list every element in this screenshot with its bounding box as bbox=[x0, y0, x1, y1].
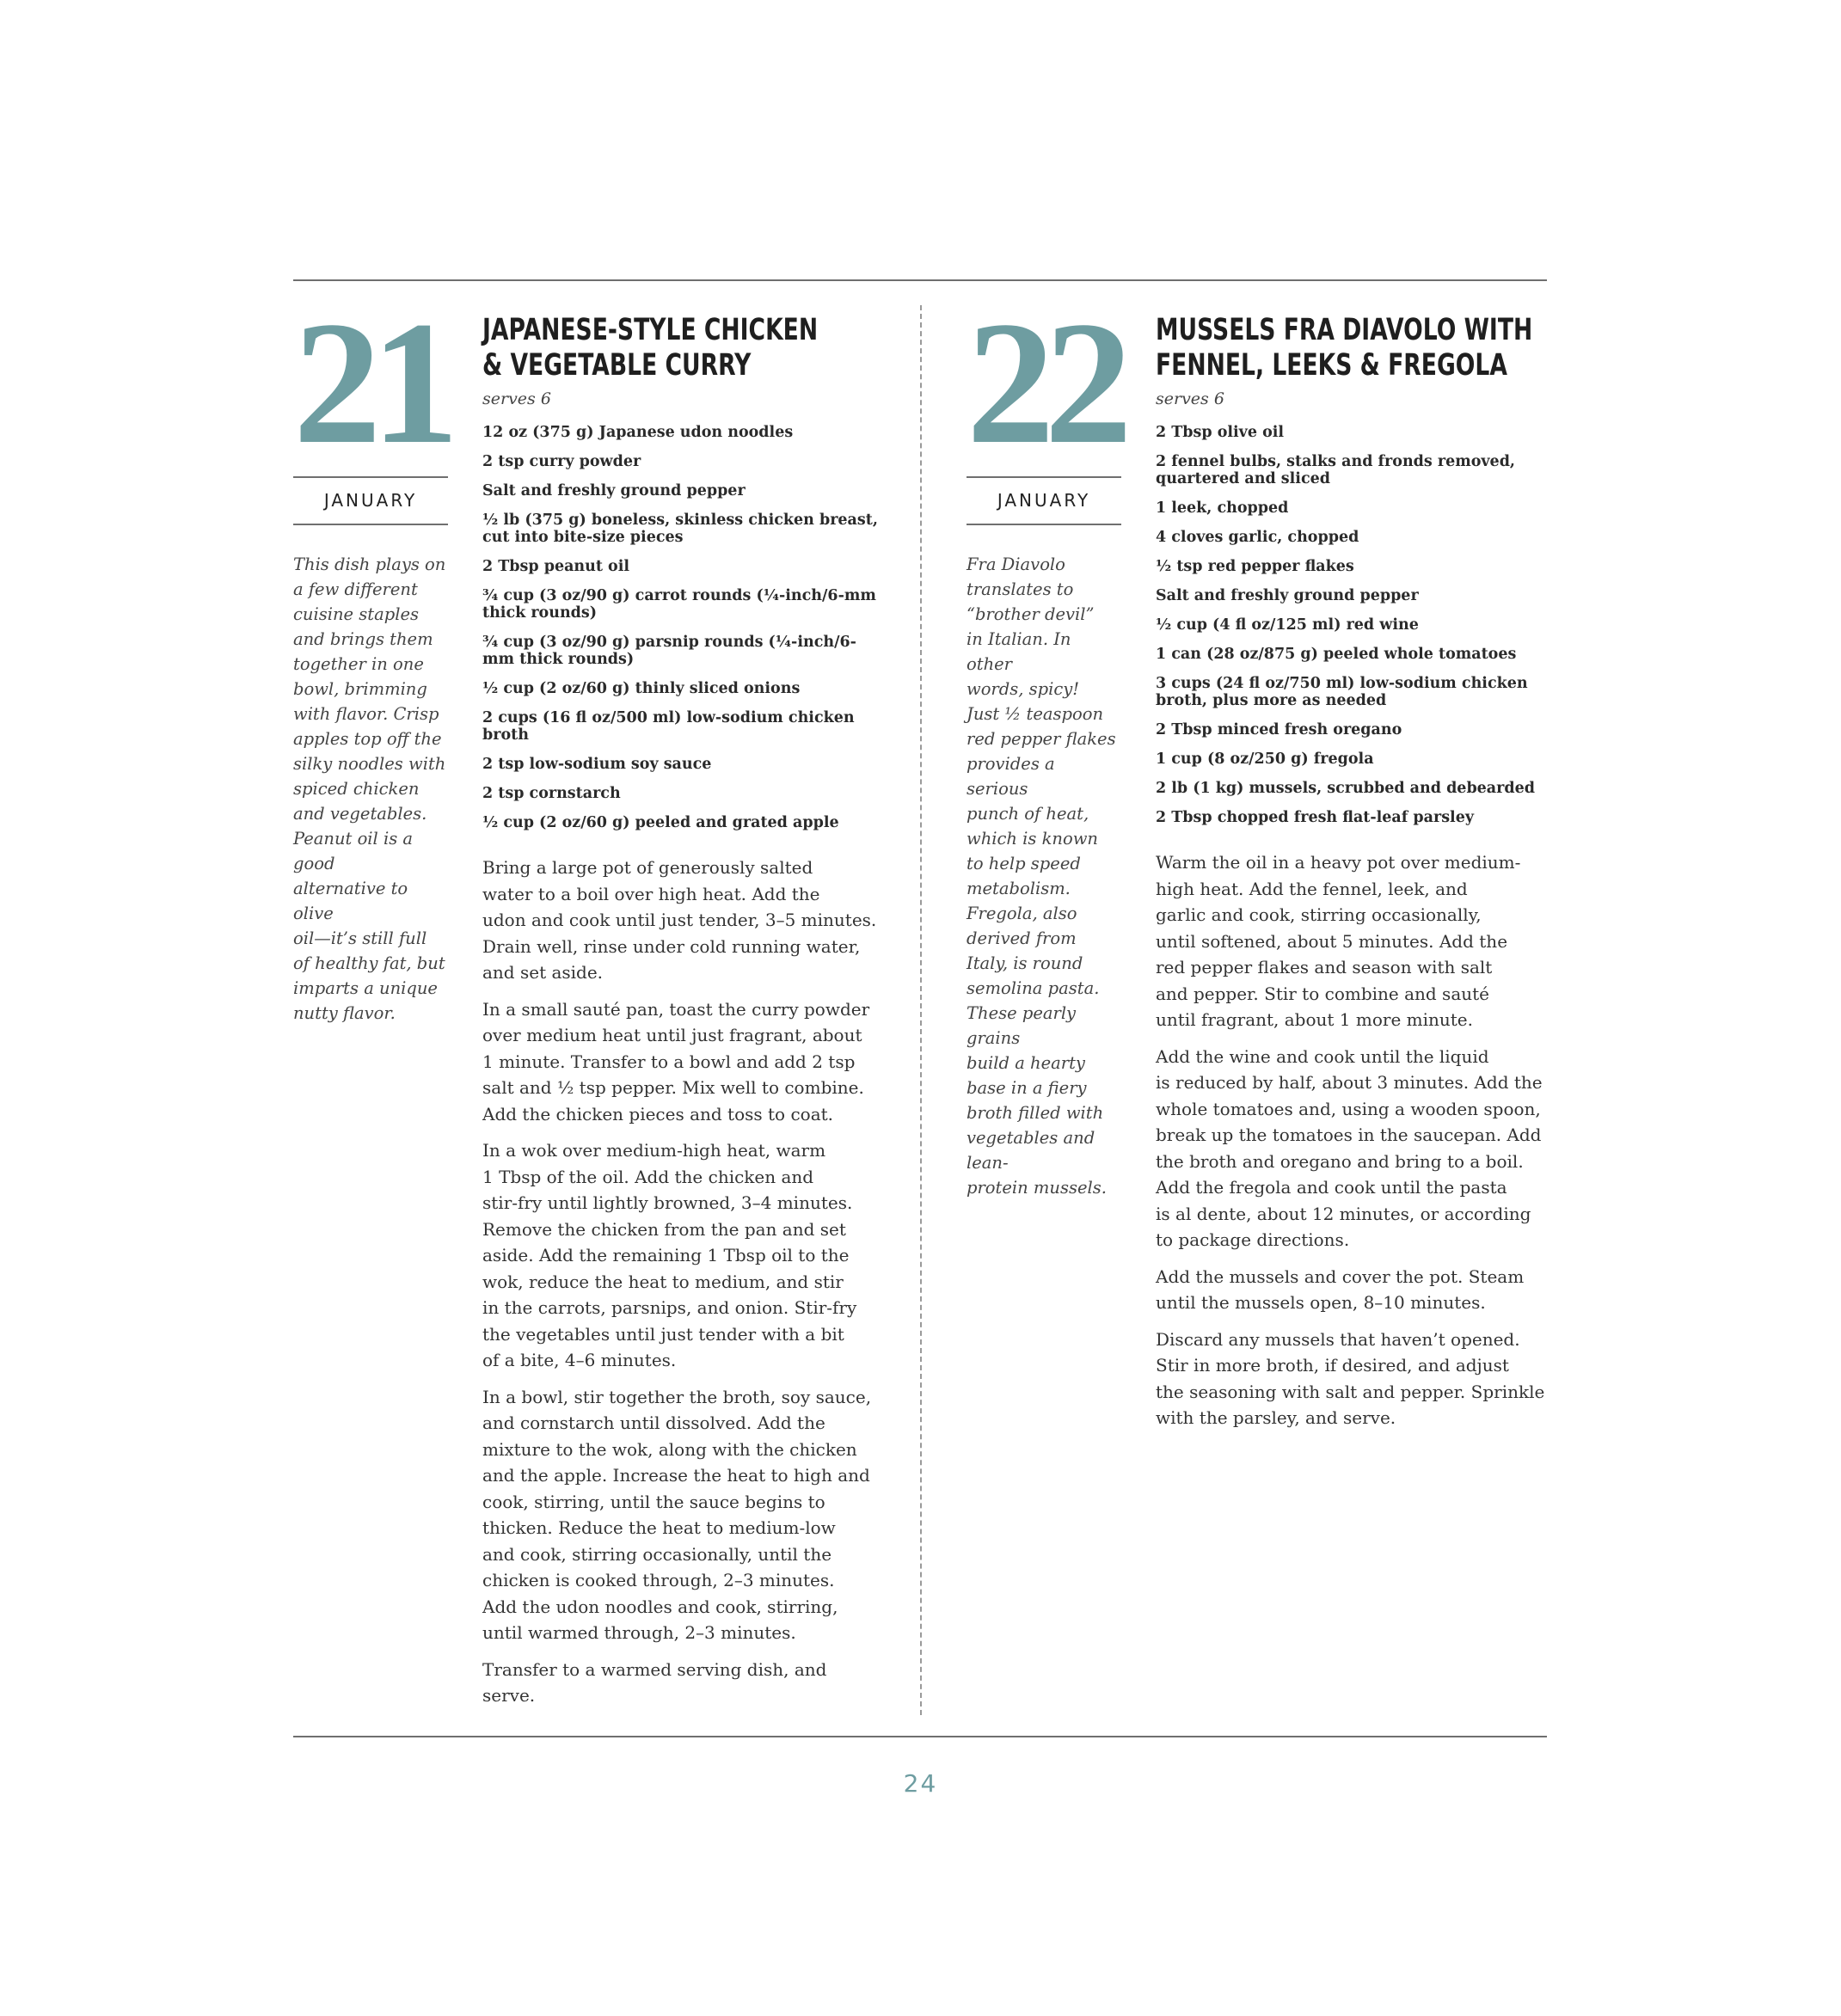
serves-label: serves 6 bbox=[1156, 389, 1224, 408]
ingredient-item: ½ cup (2 oz/60 g) peeled and grated apple bbox=[482, 814, 839, 831]
day-sidebar-21 bbox=[293, 285, 449, 1026]
ingredient-item: 1 can (28 oz/875 g) peeled whole tomatoes bbox=[1156, 646, 1517, 663]
recipe-mussels-fra-diavolo bbox=[1156, 279, 1551, 1442]
ingredient-item: ¾ cup (3 oz/90 g) carrot rounds (¼-inch/6-mm thick rounds) bbox=[482, 587, 876, 622]
direction-step: Transfer to a warmed serving dish, and serve. bbox=[482, 1658, 827, 1706]
ingredient-item: 2 Tbsp chopped fresh flat-leaf parsley bbox=[1156, 809, 1474, 826]
ingredient-item: 3 cups (24 fl oz/750 ml) low-sodium chicken broth, plus more as needed bbox=[1156, 675, 1528, 709]
column-divider bbox=[920, 305, 922, 1715]
recipe-intro: This dish plays on a few different cuisine staples and brings them together in one bowl, brimming with flavor. Crisp apples top off the silky noodles with spiced chicken and vegetables. Peanut oil is a good alternative to olive oil—it’s still full of healthy fat, but imparts a unique nutty flavor. bbox=[293, 555, 446, 1023]
direction-step: In a bowl, stir together the broth, soy sauce, and cornstarch until dissolved. Add the mixture to the wok, along with the chicken and the apple. Increase the heat to high and cook, stirring, until the sauce begins to thicken. Reduce the heat to medium-low and cook, stirring occasionally, until the chicken is cooked through, 2–3 minutes. Add the udon noodles and cook, stirring, until warmed through, 2–3 minutes. bbox=[482, 1386, 872, 1643]
ingredient-item: 2 cups (16 fl oz/500 ml) low-sodium chicken broth bbox=[482, 709, 855, 744]
ingredient-item: 2 tsp low-sodium soy sauce bbox=[482, 756, 712, 773]
ingredient-item: Salt and freshly ground pepper bbox=[1156, 587, 1419, 604]
page-number: 24 bbox=[903, 1769, 938, 1798]
directions bbox=[482, 855, 878, 1709]
ingredient-item: 2 Tbsp peanut oil bbox=[482, 558, 630, 575]
direction-step: Add the mussels and cover the pot. Steam until the mussels open, 8–10 minutes. bbox=[1156, 1265, 1525, 1313]
ingredient-list bbox=[482, 424, 878, 831]
day-number: 22 bbox=[967, 285, 1122, 481]
day-number: 21 bbox=[293, 285, 449, 481]
ingredient-item: 2 lb (1 kg) mussels, scrubbed and debearded bbox=[1156, 780, 1535, 797]
bottom-rule bbox=[293, 1736, 1547, 1737]
ingredient-item: 2 Tbsp olive oil bbox=[1156, 424, 1285, 441]
direction-step: Warm the oil in a heavy pot over medium- high heat. Add the fennel, leek, and garlic and cook, stirring occasionally, until softened, about 5 minutes. Add the red pepper flakes and season with salt and pepper. Stir to combine and sauté until fragrant, about 1 more minute. bbox=[1156, 852, 1521, 1030]
month-label: JANUARY bbox=[967, 476, 1121, 525]
direction-step: Discard any mussels that haven’t opened. Stir in more broth, if desired, and adjust the seasoning with salt and pepper. Sprinkle with the parsley, and serve. bbox=[1156, 1328, 1545, 1428]
ingredient-item: 12 oz (375 g) Japanese udon noodles bbox=[482, 424, 794, 441]
recipe-title: MUSSELS FRA DIAVOLO WITH FENNEL, LEEKS & FREGOLA bbox=[1156, 313, 1533, 383]
ingredient-item: 1 cup (8 oz/250 g) fregola bbox=[1156, 751, 1374, 768]
direction-step: In a small sauté pan, toast the curry powder over medium heat until just fragrant, about 1 minute. Transfer to a bowl and add 2 tsp salt and ½ tsp pepper. Mix well to combine. Add the chicken pieces and toss to coat. bbox=[482, 998, 870, 1124]
serves-label: serves 6 bbox=[482, 389, 551, 408]
ingredient-item: 2 fennel bulbs, stalks and fronds removed, quartered and sliced bbox=[1156, 453, 1516, 487]
recipe-title: JAPANESE-STYLE CHICKEN & VEGETABLE CURRY bbox=[482, 313, 819, 383]
ingredient-item: ½ tsp red pepper flakes bbox=[1156, 558, 1354, 575]
ingredient-item: ¾ cup (3 oz/90 g) parsnip rounds (¼-inch/6-mm thick rounds) bbox=[482, 634, 856, 668]
ingredient-list bbox=[1156, 424, 1551, 826]
recipe-japanese-curry bbox=[482, 279, 878, 1719]
ingredient-item: 2 tsp curry powder bbox=[482, 453, 641, 470]
direction-step: In a wok over medium-high heat, warm 1 Tbsp of the oil. Add the chicken and stir-fry until lightly browned, 3–4 minutes. Remove the chicken from the pan and set aside. Add the remaining 1 Tbsp oil to the wok, reduce the heat to medium, and stir in the carrots, parsnips, and onion. Stir-fry the vegetables until just tender with a bit of a bite, 4–6 minutes. bbox=[482, 1140, 857, 1370]
directions bbox=[1156, 849, 1551, 1431]
ingredient-item: 2 Tbsp minced fresh oregano bbox=[1156, 721, 1402, 738]
ingredient-item: Salt and freshly ground pepper bbox=[482, 482, 746, 499]
month-label: JANUARY bbox=[293, 476, 448, 525]
ingredient-item: 2 tsp cornstarch bbox=[482, 785, 621, 802]
ingredient-item: 4 cloves garlic, chopped bbox=[1156, 529, 1359, 546]
recipe-intro: Fra Diavolo translates to “brother devil” in Italian. In other words, spicy! Just ½ teaspoon red pepper flakes provides a serious punch of heat, which is known to help speed metabolism. Fregola, also derived from Italy, is round semolina pasta. These pearly grains build a hearty base in a fiery broth filled with vegetables and lean- protein mussels. bbox=[967, 555, 1116, 1198]
ingredient-item: ½ lb (375 g) boneless, skinless chicken breast, cut into bite-size pieces bbox=[482, 512, 878, 546]
direction-step: Add the wine and cook until the liquid is reduced by half, about 3 minutes. Add the whole tomatoes and, using a wooden spoon, break up the tomatoes in the saucepan. Add the broth and oregano and bring to a boil. Add the fregola and cook until the pasta is al dente, about 12 minutes, or according to package directions. bbox=[1156, 1045, 1543, 1250]
ingredient-item: ½ cup (4 fl oz/125 ml) red wine bbox=[1156, 616, 1419, 634]
direction-step: Bring a large pot of generously salted water to a boil over high heat. Add the udon and cook until just tender, 3–5 minutes. Drain well, rinse under cold running water, and set aside. bbox=[482, 857, 877, 983]
ingredient-item: ½ cup (2 oz/60 g) thinly sliced onions bbox=[482, 680, 801, 697]
ingredient-item: 1 leek, chopped bbox=[1156, 499, 1289, 517]
day-sidebar-22 bbox=[967, 285, 1122, 1200]
